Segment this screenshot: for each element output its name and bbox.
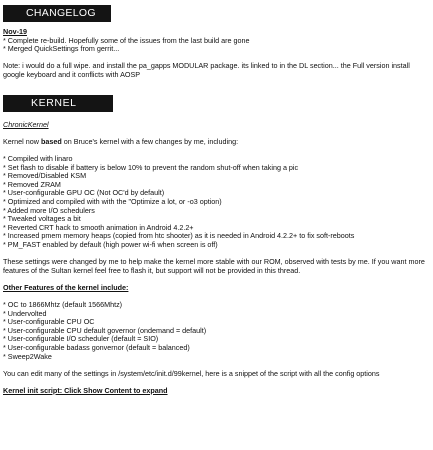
list-item: * User-configurable GPU OC (Not OC'd by default) <box>3 188 165 198</box>
settings-note: You can edit many of the settings in /system/etc/init.d/99kernel, here is a snippet of the script with all the config options <box>3 368 380 378</box>
kernel-name: ChronicKernel <box>3 119 49 129</box>
changelog-banner: CHANGELOG <box>3 5 111 22</box>
list-item: * User-configurable badass gonvernor (default = balanced) <box>3 343 190 352</box>
changelog-date: Nov-19 <box>3 27 27 36</box>
changelog-note: Note: i would do a full wipe. and install the pa_gapps MODULAR package. its linked to in the DL section... the Full version install google keyboard and it conflicts with AOSP <box>3 61 410 79</box>
list-item: * User-configurable CPU default governor (ondemand = default) <box>3 325 207 335</box>
list-item: * User-configurable CPU OC <box>3 317 95 327</box>
spacer <box>3 80 429 95</box>
list-item: * User-configurable I/O scheduler (default = SIO) <box>3 334 159 344</box>
kernel-changes-list <box>3 155 429 250</box>
other-features-heading: Other Features of the kernel include: <box>3 282 129 292</box>
list-item: * Reverted CRT hack to smooth animation in Android 4.2.2+ <box>3 222 194 232</box>
other-features-list <box>3 301 429 361</box>
kernel-banner: KERNEL <box>3 95 113 112</box>
stability-note: These settings were changed by me to help make the kernel more stable with our ROM, observed with tests by me. If you want more features of the Sultan kernel feel free to flash it, but support will not be provided in this thread. <box>3 257 425 275</box>
post-content <box>3 0 429 396</box>
list-item: * PM_FAST enabled by default (high power wi-fi when screen is off) <box>3 239 218 249</box>
list-item: * Removed/Disabled KSM <box>3 171 87 181</box>
intro-bold: based <box>40 136 62 146</box>
list-item: * Compiled with linaro <box>3 153 73 163</box>
list-item: * Undervolted <box>3 308 47 318</box>
list-item: * Complete re-build. Hopefully some of the issues from the last build are gone <box>3 35 250 45</box>
list-item: * Tweaked voltages a bit <box>3 214 81 224</box>
list-item: * Set flash to disable if battery is below 10% to prevent the random shut-off when taking a pic <box>3 162 299 172</box>
changelog-list <box>3 37 429 54</box>
intro-suffix: on Bruce's kernel with a few changes by me, including: <box>61 136 239 146</box>
list-item: * Merged QuickSettings from gerrit... <box>3 44 120 54</box>
intro-prefix: Kernel now <box>3 136 41 146</box>
list-item: * Removed ZRAM <box>3 179 61 189</box>
kernel-intro <box>3 138 429 147</box>
list-item: * Added more I/O schedulers <box>3 205 95 215</box>
list-item: * Increased pmem memory heaps (copied from htc shooter) as it is needed in Android 4.2.2+ to fix soft-reboots <box>3 231 355 241</box>
list-item: * Optimized and compiled with with the "Optimize a lot, or -o3 option) <box>3 196 222 206</box>
list-item: * Sweep2Wake <box>3 351 52 361</box>
list-item: * OC to 1866Mhtz (default 1566Mhtz) <box>3 300 123 310</box>
kernel-init-script-heading[interactable]: Kernel init script: Click Show Content to expand <box>3 385 168 395</box>
